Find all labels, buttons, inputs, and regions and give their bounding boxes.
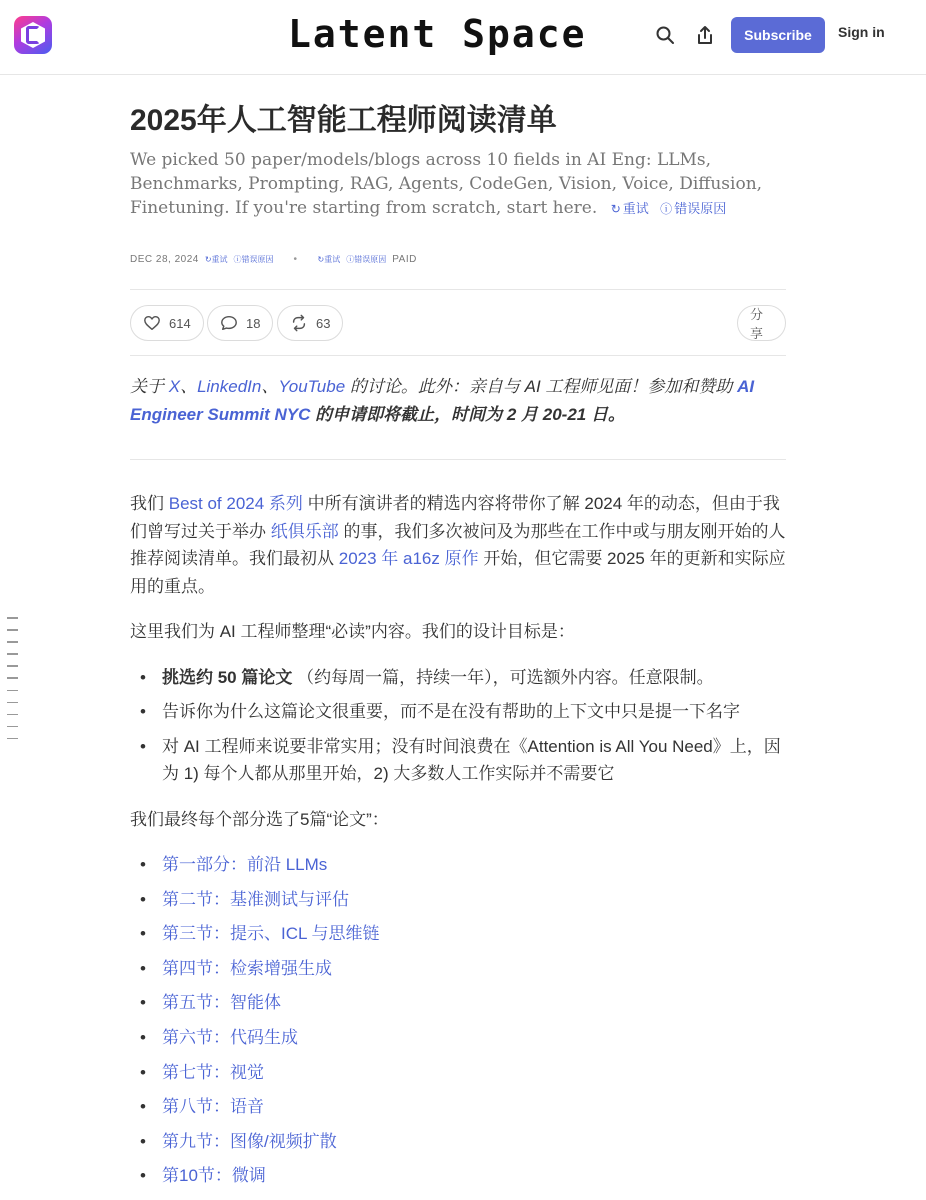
toc-mark[interactable] [7,738,18,740]
restack-icon [290,314,308,332]
list-item [130,1024,786,1059]
a16z-original-link[interactable]: 2023 年 a16z 原作 [338,549,479,568]
list-item: • 告诉你为什么这篇论文很重要，而不是在没有帮助的上下文中只是提一下名字 [130,698,786,726]
section-link-4[interactable]: 第四节：检索增强生成 [162,958,332,978]
list-item: • 挑选约 50 篇论文 （约每周一篇，持续一年），可选额外内容。任意限制。 [130,664,786,692]
section-link-6[interactable]: 第六节：代码生成 [162,1027,298,1047]
like-button[interactable] [130,305,204,341]
post-actions-bar [130,289,786,356]
comment-button[interactable] [207,305,273,341]
section-link-10[interactable]: 第10节：微调 [162,1166,266,1186]
logo-mark [26,26,40,44]
table-of-contents-rail[interactable] [7,617,21,750]
promo-text: 、 [180,377,198,396]
sections-intro: 我们最终每个部分选了5篇“论文”： [130,809,389,829]
sections-list [130,851,786,1197]
list-item [130,920,786,955]
share-icon[interactable] [692,22,718,48]
toc-mark[interactable] [7,629,18,631]
search-icon[interactable] [652,22,678,48]
toc-mark[interactable] [7,726,18,728]
toc-mark[interactable] [7,617,18,619]
section-divider [130,459,786,460]
section-link-1[interactable]: 第一部分：前沿 LLMs [162,855,328,874]
toc-mark[interactable] [7,714,18,716]
promo-note [130,373,786,429]
promo-deadline-text: 的申请即将截止，时间为 2 月 20-21 日。 [310,405,625,424]
section-link-8[interactable]: 第八节：语音 [162,1097,264,1117]
subscribe-button[interactable]: Subscribe [731,17,825,53]
article [130,75,786,1197]
comment-count: 18 [246,315,261,331]
restack-button[interactable] [277,305,343,341]
error-reason-link[interactable] [660,201,726,216]
toc-mark[interactable] [7,641,18,643]
paper-club-link[interactable]: 纸俱乐部 [270,521,339,541]
goals-paragraph: 这里我们为 AI 工程师整理“必读”内容。我们的设计目标是： [130,622,575,641]
paid-badge: PAID [392,253,417,265]
toc-mark[interactable] [7,702,18,704]
toc-mark[interactable] [7,665,18,667]
share-label: 分享 [750,307,764,341]
like-count: 614 [169,315,191,331]
retry-link[interactable] [611,201,649,216]
publication-name[interactable]: Latent Space [288,12,587,56]
subtitle-text: We picked 50 paper/models/blogs across 10 fields in AI Eng: LLMs, Benchmarks, Prompting, RAG, Agents, CodeGen, Vision, Voice, Diffusion, Finetuning. If you're starting from scratch, start here. [130,150,763,218]
post-date: DEC 28, 2024 [130,253,199,265]
sign-in-link[interactable]: Sign in [838,24,885,40]
list-item [130,1059,786,1094]
error-reason-link[interactable]: ⓘ错误原因 [346,254,387,264]
comment-icon [220,314,238,332]
promo-text: 关于 [130,377,169,396]
toc-mark[interactable] [7,677,18,679]
post-subtitle [130,148,786,221]
section-link-2[interactable]: 第二节：基准测试与评估 [162,889,349,909]
summit-link-label: AI Engineer Summit NYC [130,377,755,424]
youtube-link[interactable]: YouTube [278,377,346,396]
post-body [130,490,786,1197]
toc-mark[interactable] [7,653,18,655]
section-link-5[interactable]: 第五节：智能体 [162,993,281,1013]
x-link[interactable]: X [168,377,181,396]
retry-link[interactable]: ↻重试 [317,254,341,264]
linkedin-link[interactable]: LinkedIn [197,377,262,396]
error-reason-link[interactable]: ⓘ错误原因 [233,254,274,264]
top-navigation-bar [0,0,926,75]
section-link-9[interactable]: 第九节：图像/视频扩散 [162,1131,337,1151]
list-item [130,1093,786,1128]
info-icon: ⓘ [660,202,673,216]
publication-logo[interactable] [14,16,52,54]
post-meta [130,251,786,267]
list-item [130,1128,786,1163]
retry-icon: ↻ [610,202,621,216]
list-item [130,886,786,921]
meta-separator: • [293,253,298,265]
restack-count: 63 [316,315,331,331]
goals-list [130,664,786,788]
promo-text: 的讨论。此外：亲自与 AI 工程师见面！参加和赞助 [345,377,738,396]
heart-icon [143,314,161,332]
list-item [130,989,786,1024]
error-reason-label: 错误原因 [674,201,727,216]
list-item [130,851,786,886]
promo-text: 、 [261,377,279,396]
retry-link[interactable]: ↻重试 [204,254,228,264]
retry-label: 重试 [622,201,649,216]
list-item [130,955,786,990]
share-button[interactable] [737,305,786,341]
list-item: • 对 AI 工程师来说要非常实用；没有时间浪费在《Attention is All You Need》上，因为 1) 每个人都从那里开始，2) 大多数人工作实际并不需要它 [130,733,786,788]
toc-mark[interactable] [7,690,18,692]
intro-paragraph: 我们 Best of 2024 系列 中所有演讲者的精选内容将带你了解 2024 年的动态，但由于我们曾写过关于举办 纸俱乐部 的事，我们多次被问及为那些在工作中或与朋友刚开始的人推荐阅读清单。我们最初从 2023 年 a16z 原作 开始，但它需要 2025 年的更新和实际应用的重点。 [130,494,786,596]
post-title: 2025年人工智能工程师阅读清单 [130,104,557,137]
best-of-2024-link[interactable]: Best of 2024 系列 [168,494,303,513]
list-item [130,1162,786,1197]
section-link-3[interactable]: 第三节：提示、ICL 与思维链 [162,924,380,944]
section-link-7[interactable]: 第七节：视觉 [162,1062,264,1082]
